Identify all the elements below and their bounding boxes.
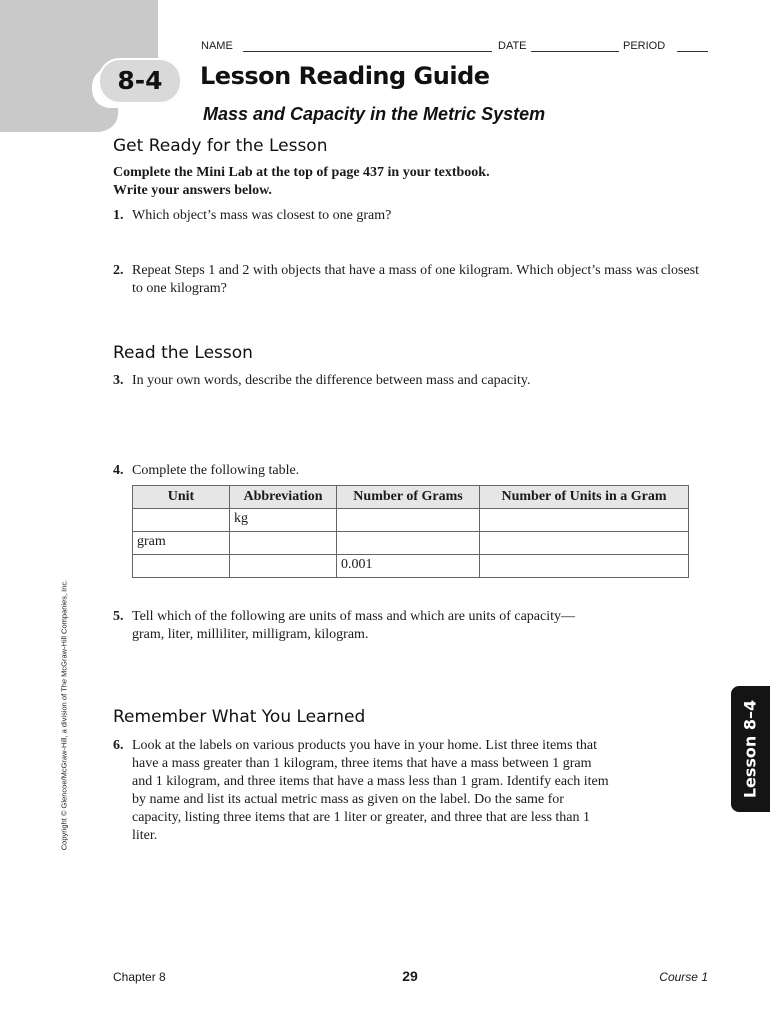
table-cell[interactable] bbox=[230, 555, 337, 578]
table-row bbox=[133, 509, 689, 532]
name-field[interactable] bbox=[243, 51, 492, 52]
section-heading-get-ready: Get Ready for the Lesson bbox=[113, 136, 328, 156]
date-label: DATE bbox=[498, 40, 527, 52]
section-heading-remember: Remember What You Learned bbox=[113, 707, 366, 727]
question-5 bbox=[113, 608, 583, 644]
question-number: 2. bbox=[113, 263, 124, 278]
section-heading-read: Read the Lesson bbox=[113, 343, 253, 363]
footer-page-number: 29 bbox=[402, 968, 418, 984]
table-cell[interactable] bbox=[133, 555, 230, 578]
header-abbreviation: Abbreviation bbox=[230, 486, 337, 509]
table-row bbox=[133, 532, 689, 555]
question-6 bbox=[113, 737, 613, 845]
table-cell[interactable] bbox=[337, 509, 480, 532]
question-text: Look at the labels on various products you have in your home. List three items that have a mass greater than 1 kilogram, three items that have a mass between 1 gram and 1 kilogram, and three items that have a mass less than 1 gram. Identify each item by name and list its actual metric mass as given on the label. Do the same for capacity, listing three items that are 1 liter or greater, and three that are less than 1 liter. bbox=[132, 738, 609, 843]
name-label: NAME bbox=[201, 40, 233, 52]
table-cell[interactable] bbox=[230, 532, 337, 555]
mini-lab-instruction bbox=[113, 164, 490, 200]
table-row bbox=[133, 555, 689, 578]
table-header-row bbox=[133, 486, 689, 509]
page-subtitle: Mass and Capacity in the Metric System bbox=[203, 104, 546, 124]
question-number: 1. bbox=[113, 208, 124, 223]
header-units-in-gram: Number of Units in a Gram bbox=[480, 486, 689, 509]
question-2 bbox=[113, 262, 713, 298]
question-text: Repeat Steps 1 and 2 with objects that have a mass of one kilogram. Which object’s mass was closest to one kilogram? bbox=[132, 263, 700, 296]
question-text: In your own words, describe the difference between mass and capacity. bbox=[132, 373, 531, 388]
question-text: Complete the following table. bbox=[132, 463, 300, 478]
question-text: Which object’s mass was closest to one gram? bbox=[132, 208, 392, 223]
question-number: 5. bbox=[113, 609, 124, 624]
question-4 bbox=[113, 462, 713, 480]
period-field[interactable] bbox=[677, 51, 708, 52]
question-number: 4. bbox=[113, 463, 124, 478]
lesson-number-badge: 8-4 bbox=[98, 58, 182, 104]
instruction-line-1: Complete the Mini Lab at the top of page 437 in your textbook. bbox=[113, 165, 490, 180]
question-number: 6. bbox=[113, 738, 124, 753]
lesson-tab-label: Lesson 8–4 bbox=[740, 699, 760, 799]
table-cell[interactable]: 0.001 bbox=[337, 555, 480, 578]
question-1 bbox=[113, 207, 713, 225]
question-number: 3. bbox=[113, 373, 124, 388]
instruction-line-2: Write your answers below. bbox=[113, 183, 272, 198]
footer-course: Course 1 bbox=[659, 970, 708, 984]
page-title: Lesson Reading Guide bbox=[200, 62, 490, 90]
table-cell[interactable] bbox=[480, 509, 689, 532]
table-cell[interactable]: kg bbox=[230, 509, 337, 532]
table-cell[interactable] bbox=[133, 509, 230, 532]
date-field[interactable] bbox=[531, 51, 619, 52]
header-number-of-grams: Number of Grams bbox=[337, 486, 480, 509]
question-text: Tell which of the following are units of mass and which are units of capacity—gram, liter, milliliter, milligram, kilogram. bbox=[132, 609, 576, 642]
footer-chapter: Chapter 8 bbox=[113, 970, 166, 984]
units-table bbox=[132, 485, 689, 578]
copyright-notice: Copyright © Glencoe/McGraw-Hill, a division of The McGraw-Hill Companies, Inc. bbox=[59, 579, 69, 851]
table-cell[interactable] bbox=[480, 532, 689, 555]
question-3 bbox=[113, 372, 713, 390]
header-unit: Unit bbox=[133, 486, 230, 509]
table-cell[interactable] bbox=[480, 555, 689, 578]
table-cell[interactable]: gram bbox=[133, 532, 230, 555]
table-cell[interactable] bbox=[337, 532, 480, 555]
period-label: PERIOD bbox=[623, 40, 666, 52]
